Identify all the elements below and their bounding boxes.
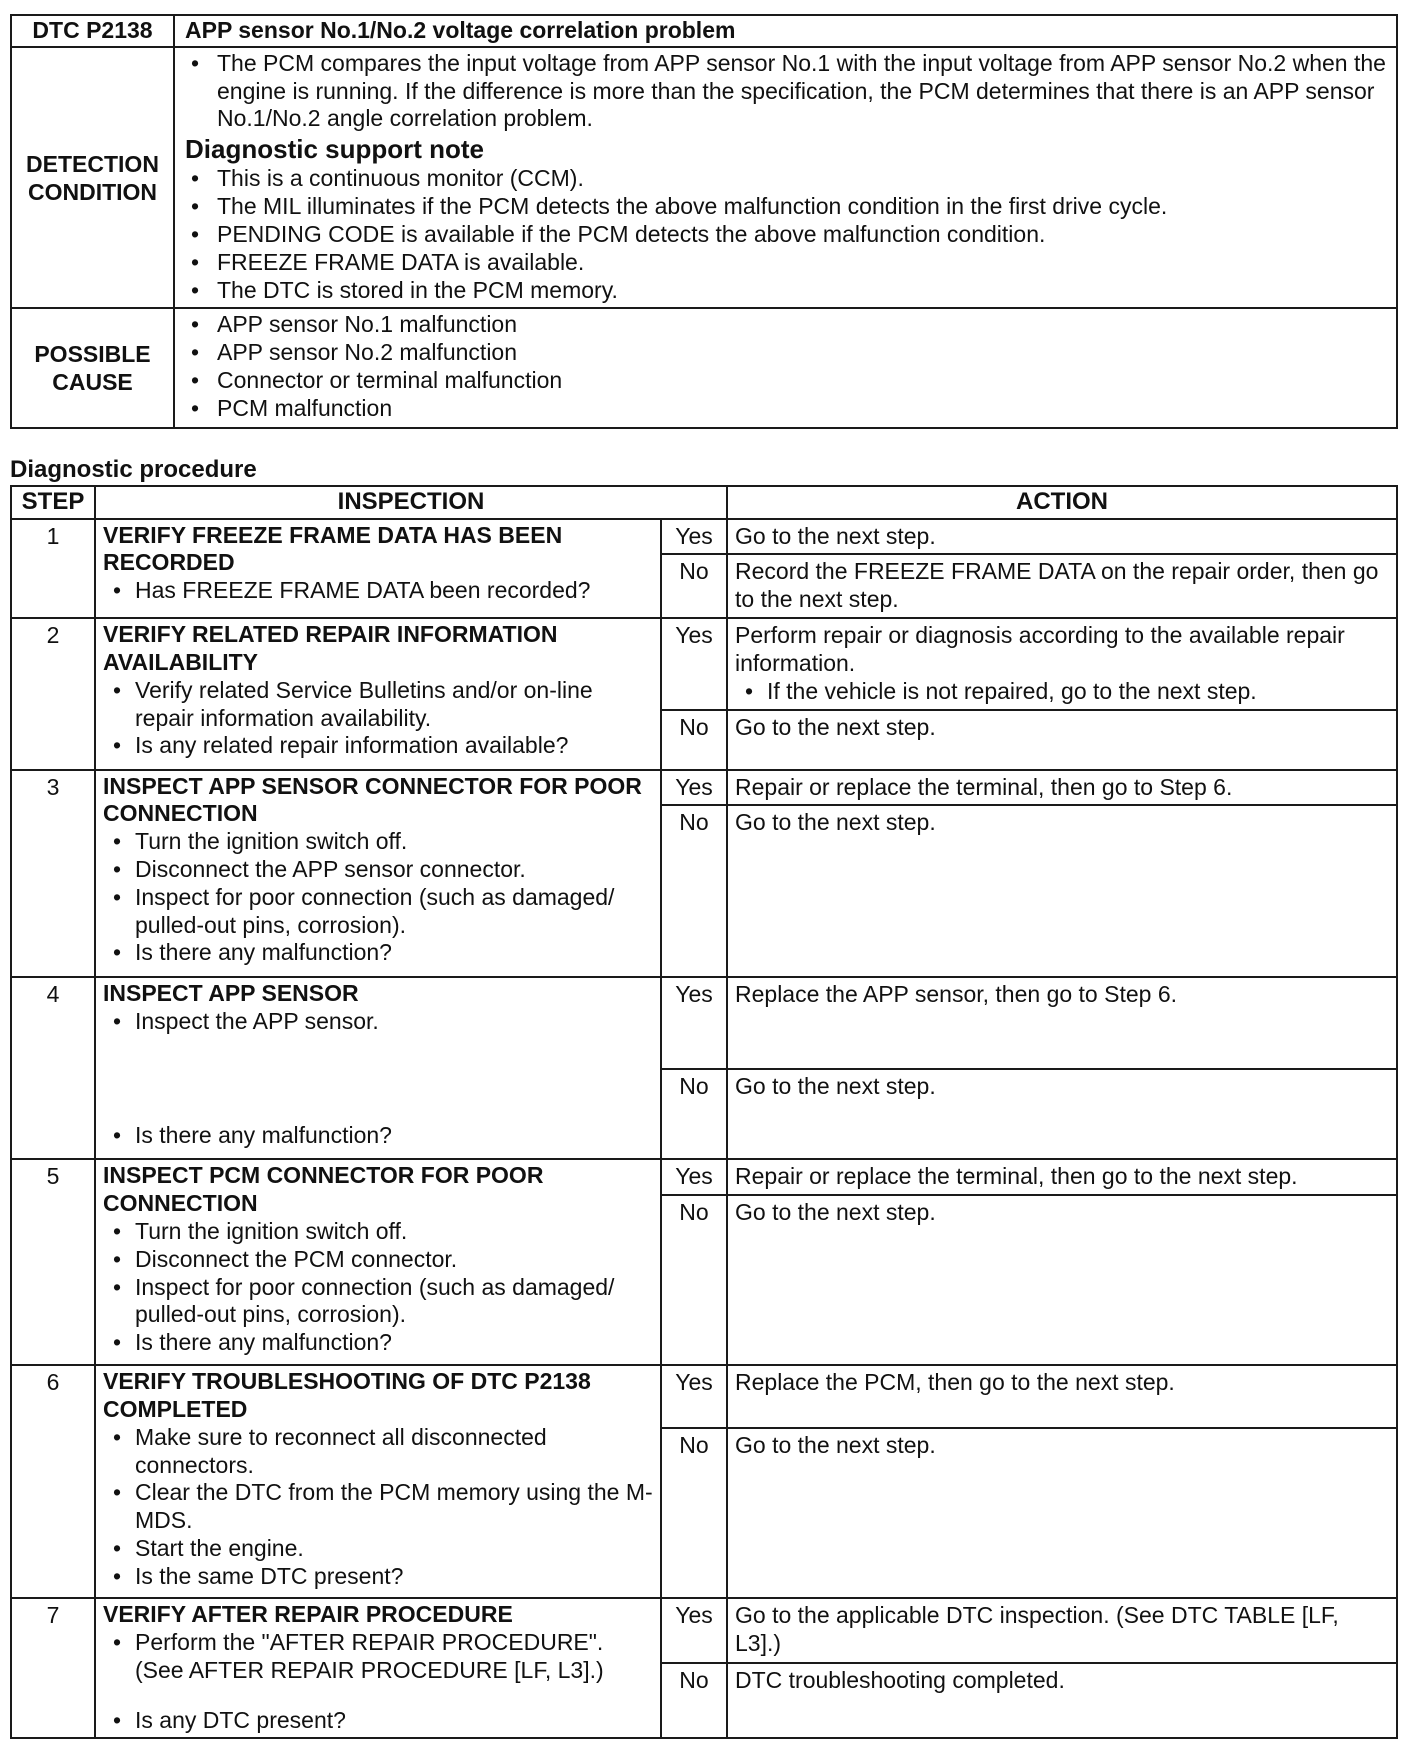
cause-item: • Connector or terminal malfunction: [185, 367, 1386, 395]
yes-action: Go to the applicable DTC inspection. (See DTC TABLE [LF, L3].): [727, 1598, 1397, 1663]
no-action: Record the FREEZE FRAME DATA on the repair order, then go to the next step.: [727, 554, 1397, 618]
step-item: • Disconnect the APP sensor connector.: [103, 856, 653, 884]
step-item: • Verify related Service Bulletins and/or on-line repair information availability.: [103, 677, 653, 733]
possible-cause-content: [174, 308, 1397, 428]
no-label: No: [661, 1663, 727, 1738]
yes-label: Yes: [661, 1159, 727, 1195]
step-item: • Is there any malfunction?: [103, 1122, 653, 1150]
step-items: [103, 1629, 653, 1734]
yes-action: [727, 618, 1397, 709]
support-note-list: [185, 165, 1386, 304]
step-item: • Turn the ignition switch off.: [103, 828, 653, 856]
yes-action: Replace the PCM, then go to the next step.: [727, 1365, 1397, 1428]
step-item: • Turn the ignition switch off.: [103, 1218, 653, 1246]
step-item: • Start the engine.: [103, 1535, 653, 1563]
support-note-item: • FREEZE FRAME DATA is available.: [185, 249, 1386, 277]
no-action: Go to the next step.: [727, 1195, 1397, 1365]
no-action: Go to the next step.: [727, 1428, 1397, 1598]
dtc-title-row: [11, 15, 1397, 47]
step-inspection: [95, 770, 661, 978]
cause-item: • PCM malfunction: [185, 395, 1386, 423]
no-label: No: [661, 1428, 727, 1598]
step-title: VERIFY RELATED REPAIR INFORMATION AVAILABILITY: [103, 621, 558, 675]
step-number: 2: [11, 618, 95, 769]
step-item: • Is any related repair information available?: [103, 732, 653, 760]
detection-condition-content: [174, 47, 1397, 309]
yes-label: Yes: [661, 618, 727, 709]
step-item: • Is there any malfunction?: [103, 939, 653, 967]
no-label: No: [661, 1195, 727, 1365]
support-note-item: • PENDING CODE is available if the PCM detects the above malfunction condition.: [185, 221, 1386, 249]
header-step: STEP: [11, 486, 95, 519]
step-6-yes-row: [11, 1365, 1397, 1428]
step-number: 6: [11, 1365, 95, 1598]
support-note-item: • This is a continuous monitor (CCM).: [185, 165, 1386, 193]
step-4-yes-row: [11, 977, 1397, 1069]
yes-label: Yes: [661, 977, 727, 1069]
yes-action: Go to the next step.: [727, 519, 1397, 555]
yes-action: Replace the APP sensor, then go to Step 6.: [727, 977, 1397, 1069]
step-1-yes-row: [11, 519, 1397, 555]
yes-label: Yes: [661, 1598, 727, 1663]
diagnostic-procedure-table: [10, 485, 1398, 1740]
no-label: No: [661, 805, 727, 977]
procedure-title: Diagnostic procedure: [10, 456, 257, 484]
step-title: INSPECT APP SENSOR CONNECTOR FOR POOR CONNECTION: [103, 772, 642, 827]
step-5-yes-row: [11, 1159, 1397, 1195]
step-item: • Perform the "AFTER REPAIR PROCEDURE". (See AFTER REPAIR PROCEDURE [LF, L3].): [103, 1629, 653, 1685]
step-title: INSPECT APP SENSOR: [103, 980, 359, 1007]
step-number: 7: [11, 1598, 95, 1738]
step-item: • Is any DTC present?: [103, 1707, 653, 1735]
detection-condition-row: [11, 47, 1397, 309]
yes-action: Repair or replace the terminal, then go to the next step.: [727, 1159, 1397, 1195]
yes-action-subitems: [735, 678, 1389, 706]
service-manual-page: [10, 14, 1398, 1739]
yes-action-text: Perform repair or diagnosis according to the available repair information.: [735, 622, 1345, 676]
detection-intro: • The PCM compares the input voltage from APP sensor No.1 with the input voltage from APP sensor No.2 when the engine is running. If the difference is more than the specification, the PCM determines that there is an APP sensor No.1/No.2 angle correlation problem.: [185, 50, 1386, 133]
cause-item: • APP sensor No.1 malfunction: [185, 311, 1386, 339]
step-items: [103, 828, 653, 967]
step-item: • Inspect for poor connection (such as damaged/ pulled-out pins, corrosion).: [103, 1274, 653, 1330]
step-item: • Clear the DTC from the PCM memory using the M-MDS.: [103, 1479, 653, 1535]
step-inspection: [95, 618, 661, 769]
step-items: [103, 1424, 653, 1591]
cause-item: • APP sensor No.2 malfunction: [185, 339, 1386, 367]
yes-action-subitem: • If the vehicle is not repaired, go to the next step.: [735, 678, 1389, 706]
possible-cause-label: POSSIBLE CAUSE: [11, 308, 174, 428]
step-number: 3: [11, 770, 95, 978]
step-item: • Make sure to reconnect all disconnected connectors.: [103, 1424, 653, 1480]
step-title: VERIFY FREEZE FRAME DATA HAS BEEN RECORDED: [103, 521, 563, 576]
dtc-code: DTC P2138: [11, 15, 174, 47]
step-number: 5: [11, 1159, 95, 1365]
support-note-title: Diagnostic support note: [185, 134, 484, 165]
step-inspection: [95, 1159, 661, 1365]
step-3-yes-row: [11, 770, 1397, 806]
no-label: No: [661, 554, 727, 618]
header-inspection: INSPECTION: [95, 486, 727, 519]
possible-cause-row: [11, 308, 1397, 428]
step-title: INSPECT PCM CONNECTOR FOR POOR CONNECTION: [103, 1162, 544, 1217]
step-inspection: [95, 1598, 661, 1738]
step-title: VERIFY TROUBLESHOOTING OF DTC P2138 COMPLETED: [103, 1368, 591, 1422]
step-items: [103, 1218, 653, 1357]
step-item: • Is the same DTC present?: [103, 1563, 653, 1591]
possible-cause-list: [185, 311, 1386, 422]
dtc-title: APP sensor No.1/No.2 voltage correlation problem: [174, 15, 1397, 47]
no-action: DTC troubleshooting completed.: [727, 1663, 1397, 1738]
step-2-yes-row: [11, 618, 1397, 709]
step-item: • Inspect the APP sensor.: [103, 1008, 653, 1036]
step-item: • Has FREEZE FRAME DATA been recorded?: [103, 577, 653, 605]
step-items: [103, 577, 653, 605]
yes-action: Repair or replace the terminal, then go to Step 6.: [727, 770, 1397, 806]
step-number: 1: [11, 519, 95, 618]
detection-intro-list: [185, 50, 1386, 133]
detection-condition-label: DETECTION CONDITION: [11, 47, 174, 309]
no-action: Go to the next step.: [727, 805, 1397, 977]
yes-label: Yes: [661, 1365, 727, 1428]
step-inspection: [95, 977, 661, 1159]
step-items: [103, 1008, 653, 1150]
dtc-summary-table: [10, 14, 1398, 429]
support-note-item: • The DTC is stored in the PCM memory.: [185, 277, 1386, 305]
step-inspection: [95, 519, 661, 618]
step-title: VERIFY AFTER REPAIR PROCEDURE: [103, 1601, 513, 1628]
header-action: ACTION: [727, 486, 1397, 519]
step-items: [103, 677, 653, 760]
no-action: Go to the next step.: [727, 710, 1397, 770]
yes-label: Yes: [661, 519, 727, 555]
step-inspection: [95, 1365, 661, 1598]
no-action: Go to the next step.: [727, 1069, 1397, 1159]
step-number: 4: [11, 977, 95, 1159]
step-item: • Is there any malfunction?: [103, 1329, 653, 1357]
procedure-header-row: [11, 486, 1397, 519]
support-note-item: • The MIL illuminates if the PCM detects the above malfunction condition in the first drive cycle.: [185, 193, 1386, 221]
step-item: • Disconnect the PCM connector.: [103, 1246, 653, 1274]
yes-label: Yes: [661, 770, 727, 806]
no-label: No: [661, 1069, 727, 1159]
step-7-yes-row: [11, 1598, 1397, 1663]
no-label: No: [661, 710, 727, 770]
step-item: • Inspect for poor connection (such as damaged/ pulled-out pins, corrosion).: [103, 884, 653, 940]
